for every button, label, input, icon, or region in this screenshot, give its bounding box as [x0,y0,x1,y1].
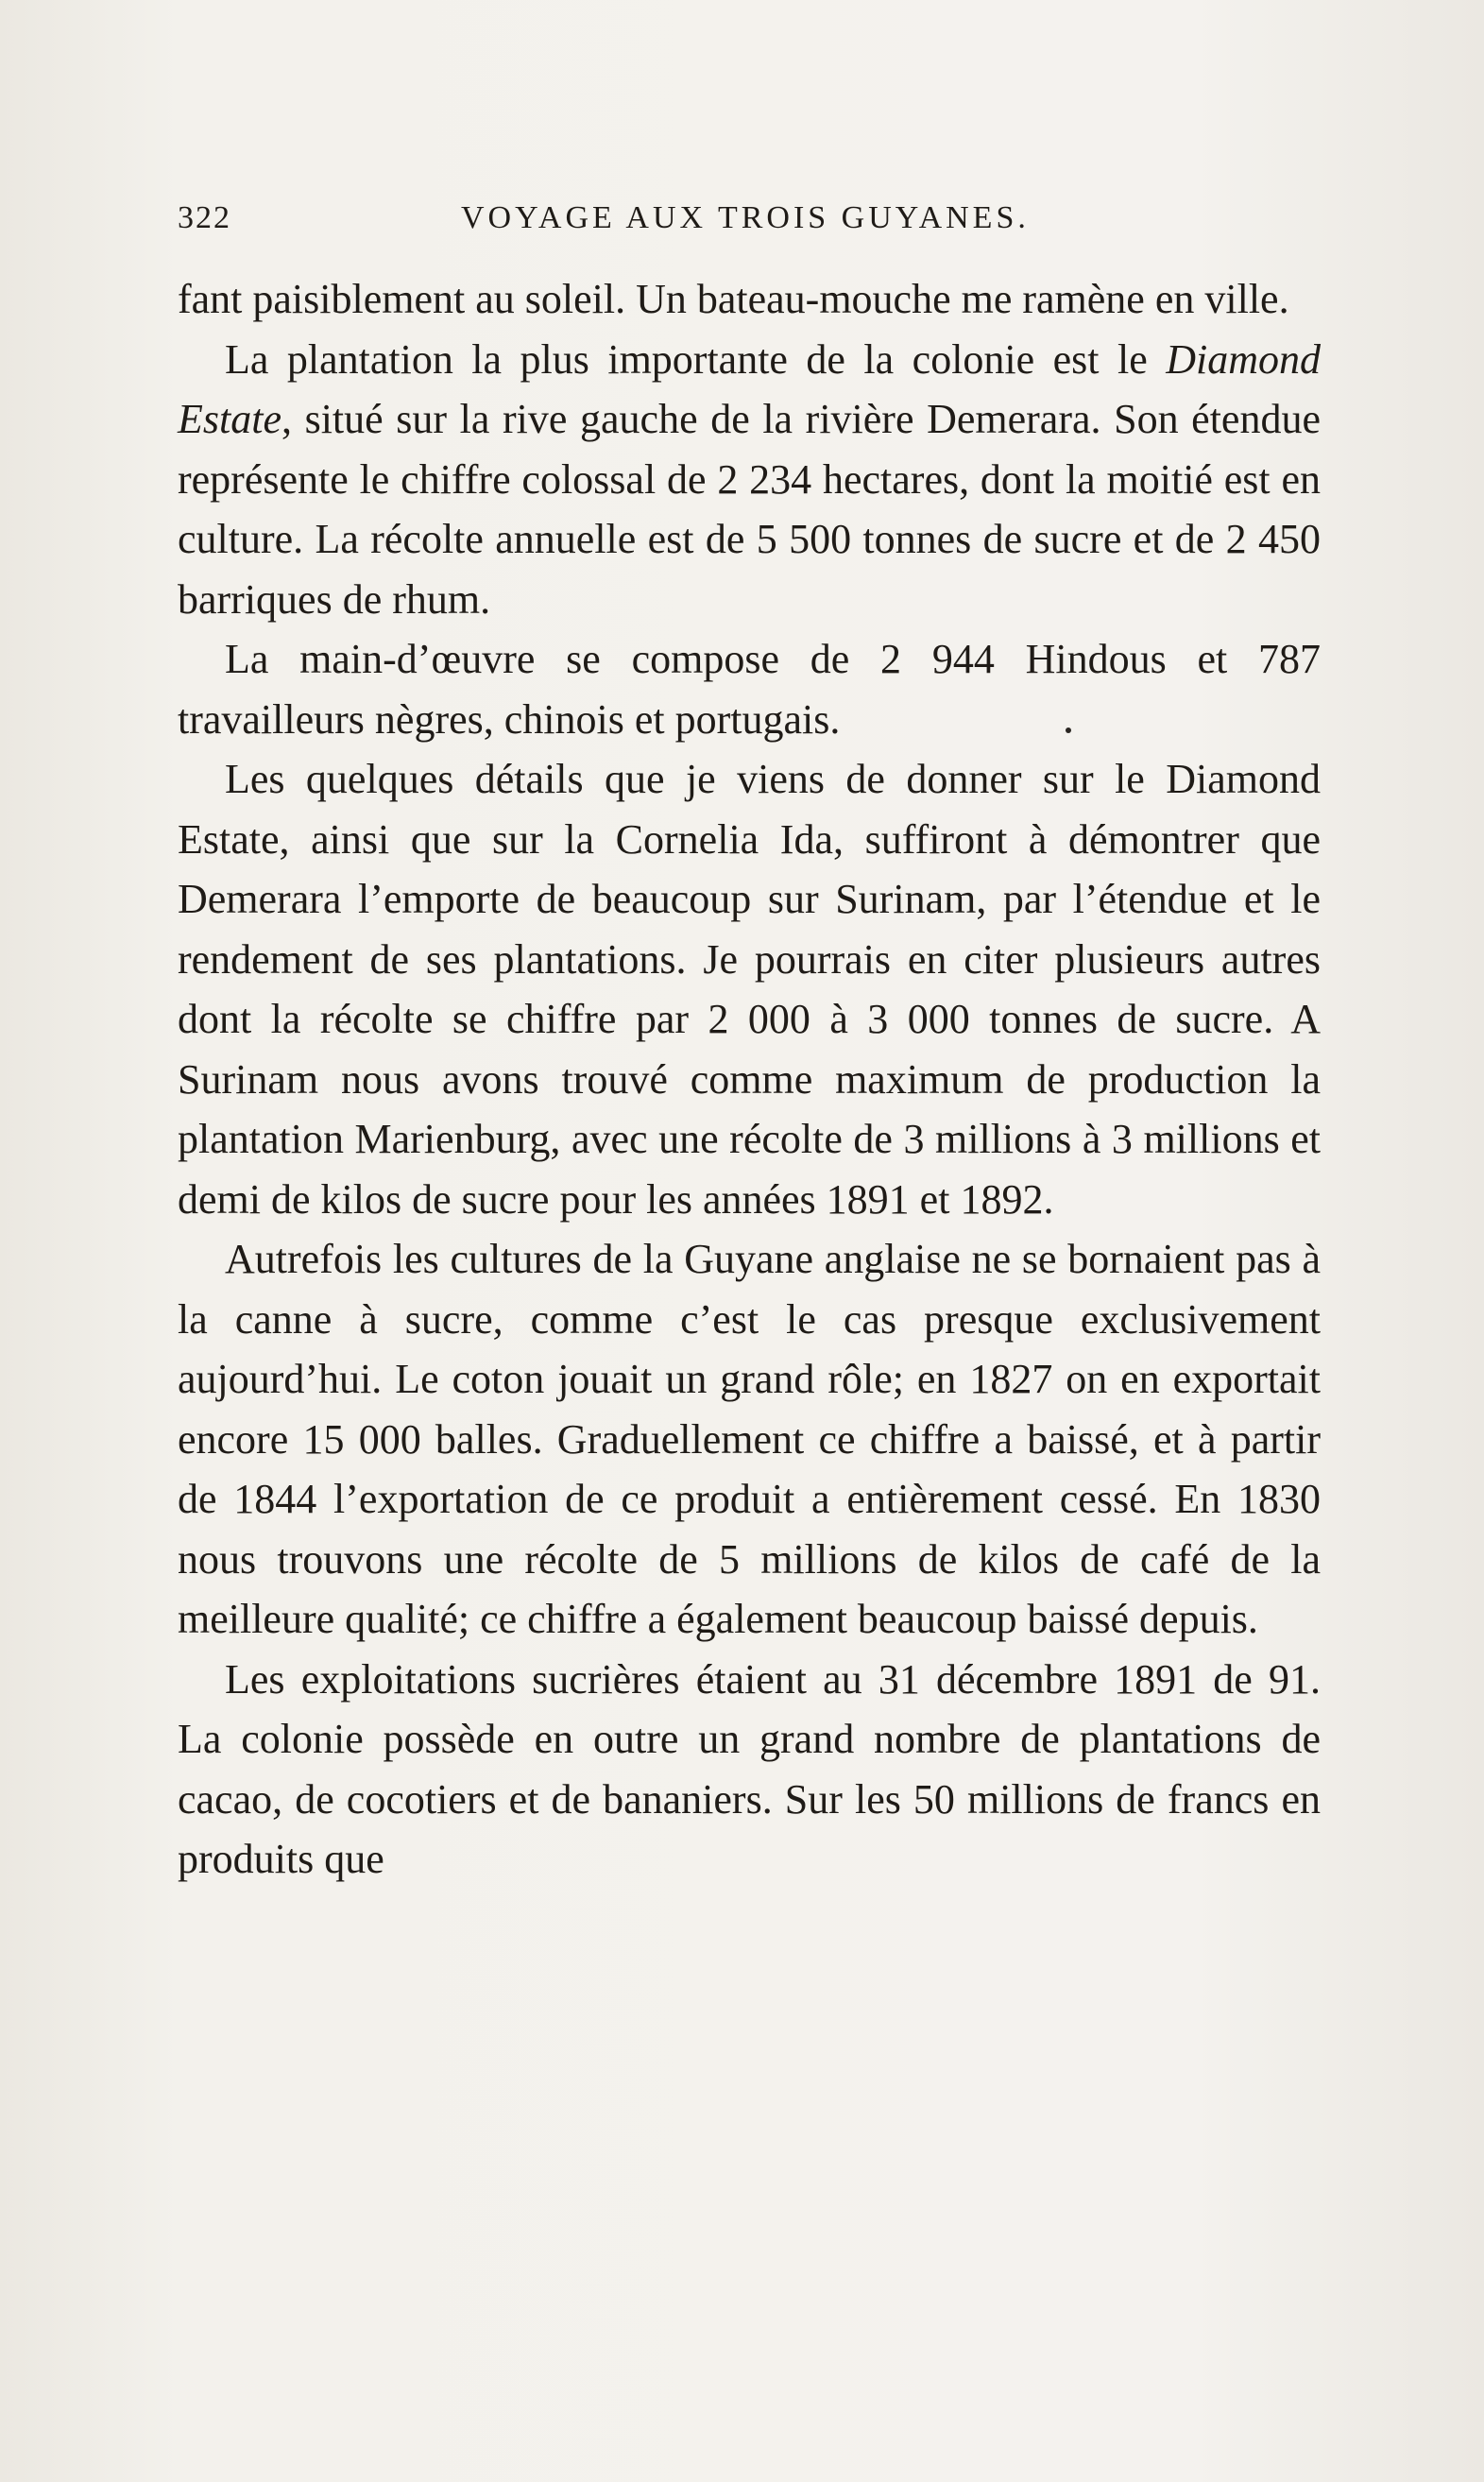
paragraph-5: Autrefois les cultures de la Guyane anglaise ne se bornaient pas à la canne à sucre, comme c’est le cas presque exclusivement aujourd’hui. Le coton jouait un grand rôle; en 1827 on en exportait encore 15 000 balles. Graduellement ce chiffre a baissé, et à partir de 1844 l’exportation de ce produit a entièrement cessé. En 1830 nous trouvons une récolte de 5 millions de kilos de café de la meilleure qualité; ce chiffre a également beaucoup baissé depuis. [178,1236,1321,1642]
page-body [178,269,1321,1890]
paragraph-1: fant paisiblement au soleil. Un bateau-mouche me ramène en ville. [178,276,1289,322]
page-number: 322 [178,200,231,235]
paragraph-2-before: La plantation la plus importante de la colonie est le [225,335,1167,383]
paragraph-6: Les exploitations sucrières étaient au 31 décembre 1891 de 91. La colonie possède en outre un grand nombre de plantations de cacao, de cocotiers et de bananiers. Sur les 50 millions de francs en produits que [178,1655,1321,1882]
paragraph-2-after: , situé sur la rive gauche de la rivière Demerara. Son étendue représente le chiffre colossal de 2 234 hectares, dont la moitié est en culture. La récolte annuelle est de 5 500 tonnes de sucre et de 2 450 barriques de rhum. [178,396,1321,623]
paragraph-4: Les quelques détails que je viens de donner sur le Diamond Estate, ainsi que sur la Cornelia Ida, suffiront à démontrer que Demerara l’emporte de beaucoup sur Surinam, par l’étendue et le rendement de ses plantations. Je pourrais en citer plusieurs autres dont la récolte se chiffre par 2 000 à 3 000 tonnes de sucre. A Surinam nous avons trouvé comme maximum de production la plantation Marienburg, avec une récolte de 3 millions à 3 millions et demi de kilos de sucre pour les années 1891 et 1892. [178,756,1321,1223]
running-title: VOYAGE AUX TROIS GUYANES. [461,200,1030,235]
paragraph-2-italic: Diamond Estate [178,335,1321,442]
ink-speck [1066,727,1071,733]
paragraph-3: La main-d’œuvre se compose de 2 944 Hindous et 787 travailleurs nègres, chinois et portugais. [178,636,1321,743]
paragraph-2 [178,330,1321,630]
page-header [178,200,1321,248]
